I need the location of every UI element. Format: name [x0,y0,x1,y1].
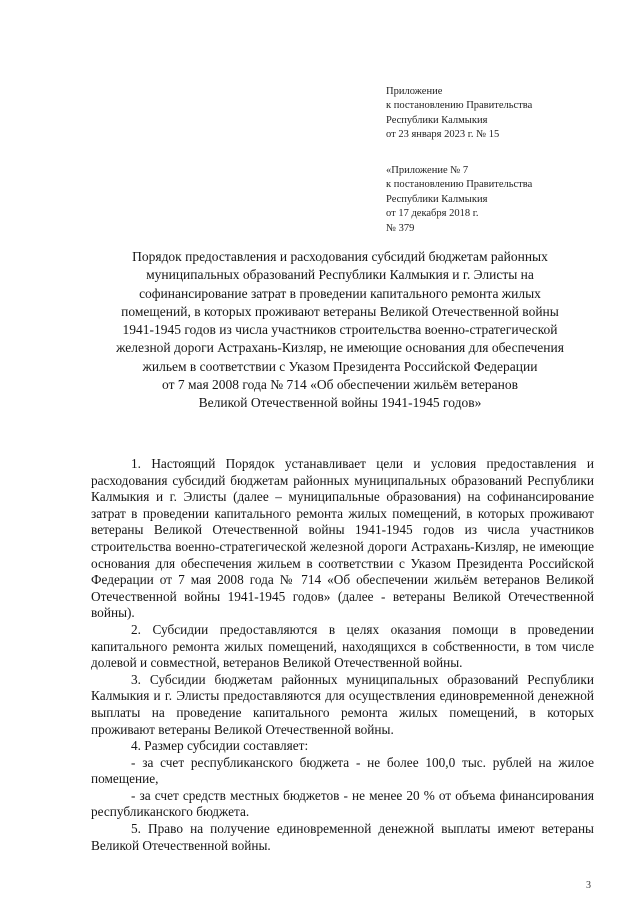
paragraph-4: 4. Размер субсидии составляет: [131,738,309,754]
document-body [91,456,594,854]
title-line: Великой Отечественной войны 1941-1945 годов» [198,395,482,411]
title-line: жильем в соответствии с Указом Президента Российской Федерации [142,358,538,374]
title-line: муниципальных образований Республики Калмыкия и г. Элисты на [146,267,534,283]
appendix-note-line: Республики Калмыкия [386,114,488,126]
previous-appendix-line: от 17 декабря 2018 г. [386,208,479,220]
title-line: железной дороги Астрахань-Кизляр, не имеющие основания для обеспечения [116,340,564,356]
previous-appendix-note [386,164,626,236]
title-line: софинансирование затрат в проведении капитального ремонта жилых [139,285,541,301]
appendix-note-line: от 23 января 2023 г. № 15 [386,129,500,141]
document-title [80,248,600,413]
appendix-note [386,85,626,143]
title-line: помещений, в которых проживают ветераны Великой Отечественной войны [121,303,559,319]
title-line: Порядок предоставления и расходования субсидий бюджетам районных [132,249,548,264]
previous-appendix-line: № 379 [386,222,415,234]
paragraph-5: 5. Право на получение единовременной денежной выплаты имеют ветераны Великой Отечественной войны. [91,821,594,853]
previous-appendix-line: «Приложение № 7 [386,165,469,176]
previous-appendix-line: Республики Калмыкия [386,193,488,205]
paragraph-1: 1. Настоящий Порядок устанавливает цели и условия предоставления и расходования субсидий бюджетам районных муниципальных образований Республики Калмыкия и г. Элисты (далее – муниципальные образования) на софинансирование затрат в проведении капитального ремонта жилых помещений, в которых проживают ветераны Великой Отечественной войны 1941-1945 годов из числа участников строительства военно-стратегической железной дороги Астрахань-Кизляр, не имеющие основания для обеспечения жильем в соответствии с Указом Президента Российской Федерации от 7 мая 2008 года № 714 «Об обеспечении жильём ветеранов Великой Отечественной войны 1941-1945 годов» (далее - ветераны Великой Отечественной войны). [91,456,594,621]
page-number: 3 [586,880,591,891]
paragraph-4-item-1: - за счет республиканского бюджета - не более 100,0 тыс. рублей на жилое помещение, [91,754,594,787]
title-line: от 7 мая 2008 года № 714 «Об обеспечении жильём ветеранов [162,377,518,393]
paragraph-4-item-2: - за счет средств местных бюджетов - не менее 20 % от объема финансирования республиканского бюджета. [91,787,594,820]
title-line: 1941-1945 годов из числа участников строительства военно-стратегической [122,322,558,338]
paragraph-2: 2. Субсидии предоставляются в целях оказания помощи в проведении капитального ремонта жилых помещений, находящихся в собственности, в том числе долевой и совместной, ветеранов Великой Отечественной войны. [91,621,594,671]
appendix-note-line: Приложение [386,86,443,97]
previous-appendix-line: к постановлению Правительства [386,179,533,191]
appendix-note-line: к постановлению Правительства [386,100,533,112]
paragraph-3: 3. Субсидии бюджетам районных муниципальных образований Республики Калмыкия и г. Элисты предоставляются для осуществления единовременной денежной выплаты на проведение капитального ремонта жилых помещений, в которых проживают ветераны Великой Отечественной войны. [91,671,594,737]
